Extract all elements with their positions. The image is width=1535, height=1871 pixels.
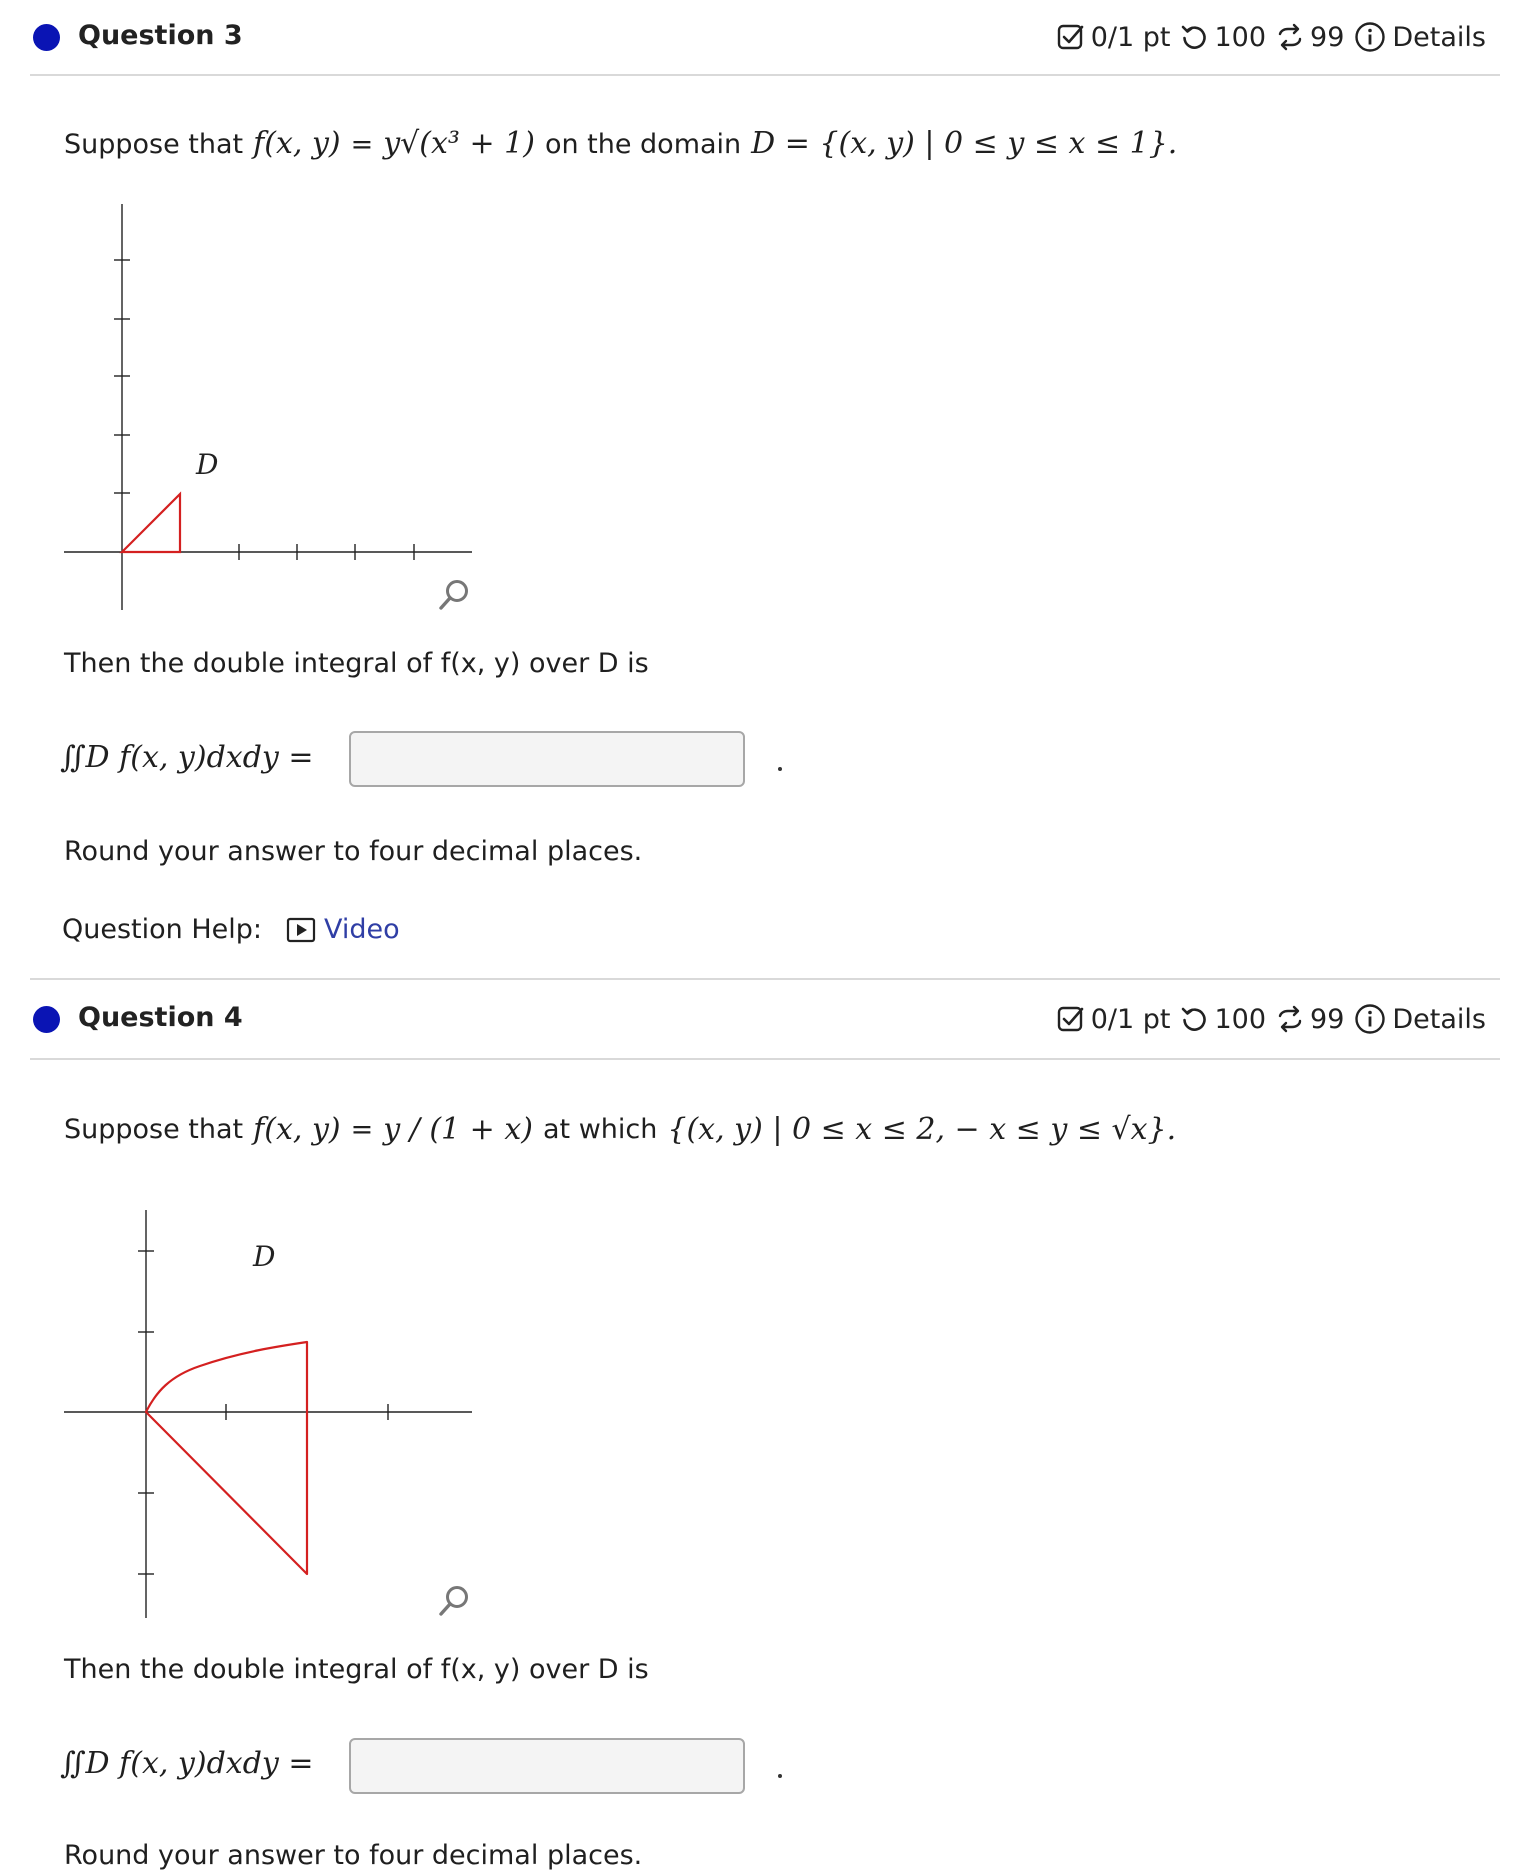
equals-sign: =: [350, 129, 374, 160]
region-label: D: [253, 1240, 276, 1273]
checkbox-icon: [1057, 1005, 1085, 1033]
attempts-item: [1276, 1004, 1344, 1035]
checkbox-icon: [1057, 23, 1085, 51]
info-icon: [1354, 21, 1386, 53]
points-text: 0/1 pt: [1090, 21, 1171, 53]
domain-graph: [60, 1206, 480, 1626]
region-label: D: [196, 448, 219, 481]
attempts-icon: [1276, 23, 1304, 51]
statement-prefix: Suppose that: [64, 129, 244, 160]
function-lhs: f(x, y): [253, 1112, 341, 1147]
question-meta: [1057, 1002, 1486, 1036]
retries-text: 100: [1214, 21, 1267, 53]
info-icon: [1354, 1003, 1386, 1035]
question-title: Question 3: [78, 20, 243, 51]
attempts-item: [1276, 22, 1344, 53]
question-statement: [64, 1112, 1176, 1147]
question-3-header: [30, 10, 1500, 64]
question-4-header: [30, 992, 1500, 1046]
statement-mid: on the domain: [544, 129, 742, 160]
function-rhs: y / (1 + x): [383, 1112, 533, 1147]
help-label: Question Help:: [62, 914, 262, 945]
region-outline: [146, 1342, 307, 1574]
question-meta: [1057, 20, 1486, 54]
points-item: [1057, 22, 1171, 53]
retries-text: 100: [1214, 1003, 1267, 1035]
status-dot: [33, 1006, 60, 1033]
trailing-period: [778, 767, 782, 771]
attempts-text: 99: [1310, 1003, 1345, 1035]
zoom-icon[interactable]: [438, 578, 472, 612]
domain-expression: {(x, y) | 0 ≤ x ≤ 2, − x ≤ y ≤ √x}.: [667, 1112, 1177, 1147]
zoom-icon[interactable]: [438, 1584, 472, 1618]
retry-icon: [1180, 1005, 1208, 1033]
question-statement: [64, 126, 1177, 161]
statement-mid: at which: [542, 1114, 658, 1145]
trailing-period: [778, 1774, 782, 1778]
retries-item: [1180, 1004, 1266, 1035]
answer-input[interactable]: [349, 731, 745, 787]
region-outline: [122, 494, 180, 552]
question-divider: [30, 978, 1500, 980]
details-label: Details: [1392, 21, 1486, 53]
details-label: Details: [1392, 1003, 1486, 1035]
function-rhs: y√(x³ + 1): [383, 126, 535, 161]
points-item: [1057, 1004, 1171, 1035]
details-button[interactable]: [1354, 1003, 1486, 1035]
function-lhs: f(x, y): [253, 126, 341, 161]
domain-graph: [60, 200, 480, 620]
details-button[interactable]: [1354, 21, 1486, 53]
video-icon: [286, 917, 316, 943]
integral-expression: ∬D f(x, y)dxdy =: [60, 740, 314, 775]
question-help: [62, 914, 400, 945]
round-note: Round your answer to four decimal places.: [64, 836, 643, 867]
domain-expression: D = {(x, y) | 0 ≤ y ≤ x ≤ 1}.: [751, 126, 1178, 161]
header-divider: [30, 74, 1500, 76]
round-note: Round your answer to four decimal places.: [64, 1840, 643, 1871]
retries-item: [1180, 22, 1266, 53]
attempts-text: 99: [1310, 21, 1345, 53]
integral-intro: Then the double integral of f(x, y) over D is: [64, 648, 649, 679]
status-dot: [33, 24, 60, 51]
video-link[interactable]: [286, 914, 400, 945]
answer-input[interactable]: [349, 1738, 745, 1794]
integral-expression: ∬D f(x, y)dxdy =: [60, 1746, 314, 1781]
video-label: Video: [324, 914, 400, 945]
attempts-icon: [1276, 1005, 1304, 1033]
statement-prefix: Suppose that: [64, 1114, 244, 1145]
points-text: 0/1 pt: [1090, 1003, 1171, 1035]
integral-intro: Then the double integral of f(x, y) over D is: [64, 1654, 649, 1685]
retry-icon: [1180, 23, 1208, 51]
question-title: Question 4: [78, 1002, 243, 1033]
equals-sign: =: [350, 1114, 374, 1145]
header-divider: [30, 1058, 1500, 1060]
